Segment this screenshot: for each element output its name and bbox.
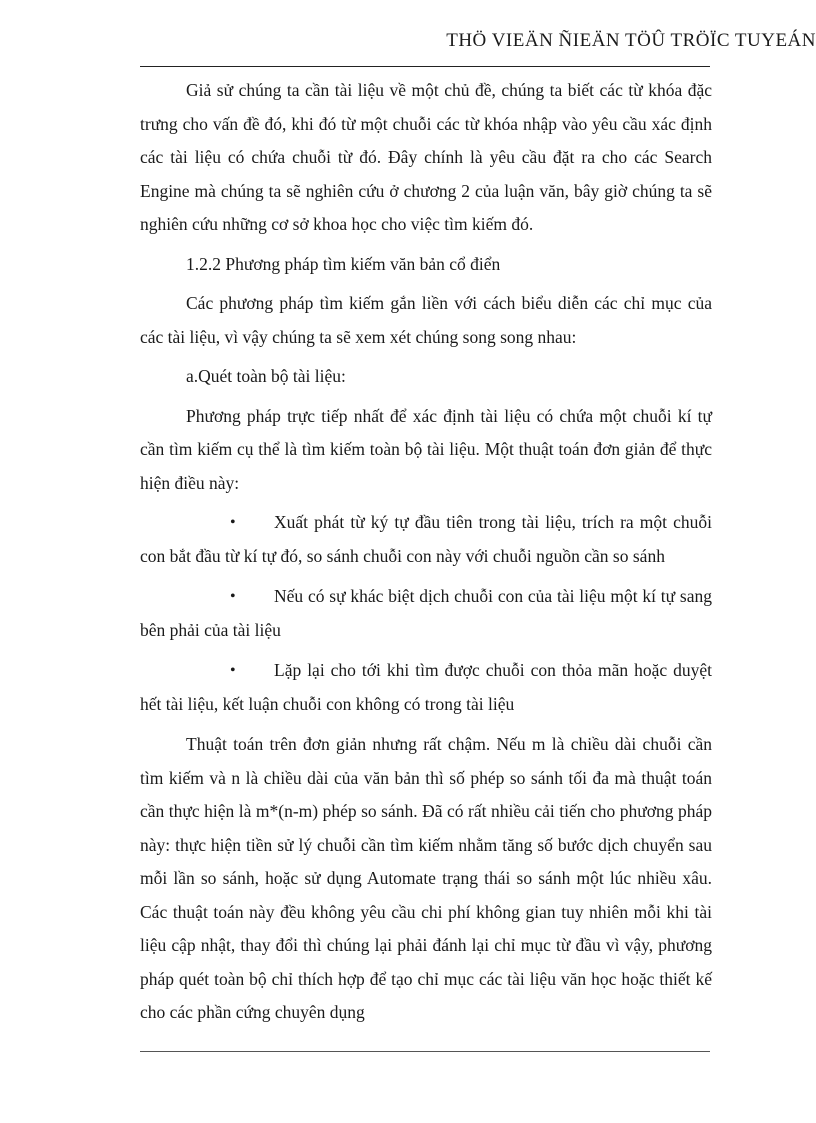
bullet-icon: • [230,588,236,605]
paragraph-methods: Các phương pháp tìm kiếm gắn liền với cách biểu diễn các chỉ mục của các tài liệu, vì vậy chúng ta sẽ xem xét chúng song song nhau: [140,293,712,347]
paragraph-intro: Giả sử chúng ta cần tài liệu về một chủ đề, chúng ta biết các từ khóa đặc trưng cho vấn đề đó, khi đó từ một chuỗi các từ khóa nhập vào yêu cầu xác định các tài liệu có chứa chuỗi từ đó. Đây chính là yêu cầu đặt ra cho các Search Engine mà chúng ta sẽ nghiên cứu ở chương 2 của luận văn, bây giờ chúng ta sẽ nghiên cứu những cơ sở khoa học cho việc tìm kiếm đó. [140,80,712,234]
paragraph-full-scan: Phương pháp trực tiếp nhất để xác định tài liệu có chứa một chuỗi kí tự cần tìm kiếm cụ thể là tìm kiếm toàn bộ tài liệu. Một thuật toán đơn giản để thực hiện điều này: [140,405,712,493]
document-body [140,74,712,1036]
header-divider [140,66,710,67]
section-heading: 1.2.2 Phương pháp tìm kiếm văn bản cổ điển [186,253,501,274]
list-item-text: Xuất phát từ ký tự đầu tiên trong tài liệu, trích ra một chuỗi con bắt đầu từ kí tự đó, so sánh chuỗi con này với chuỗi nguồn cần so sánh [140,512,712,566]
list-item [140,654,712,721]
bullet-icon: • [230,662,236,679]
subsection-heading: a.Quét toàn bộ tài liệu: [186,366,346,386]
footer-divider [140,1051,710,1052]
list-item-text: Lặp lại cho tới khi tìm được chuỗi con thỏa mãn hoặc duyệt hết tài liệu, kết luận chuỗi con không có trong tài liệu [140,660,712,714]
list-item-text: Nếu có sự khác biệt dịch chuỗi con của tài liệu một kí tự sang bên phải của tài liệu [140,586,712,640]
list-item [140,506,712,573]
list-item [140,580,712,647]
paragraph-algorithm: Thuật toán trên đơn giản nhưng rất chậm. Nếu m là chiều dài chuỗi cần tìm kiếm và n là chiều dài của văn bản thì số phép so sánh tối đa mà thuật toán cần thực hiện là m*(n-m) phép so sánh. Đã có rất nhiều cải tiến cho phương pháp này: thực hiện tiền sử lý chuỗi cần tìm kiếm nhằm tăng số bước dịch chuyển sau mỗi lần so sánh, hoặc sử dụng Automate trạng thái so sánh một lúc nhiều xâu. Các thuật toán này đều không yêu cầu chi phí không gian tuy nhiên mỗi khi tài liệu cập nhật, thay đổi thì chúng lại phải đánh lại chỉ mục từ đầu vì vậy, phương pháp quét toàn bộ chỉ thích hợp để tạo chỉ mục các tài liệu văn học hoặc thiết kế cho các phần cứng chuyên dụng [140,734,712,1022]
bullet-icon: • [230,514,236,531]
page-header-title: THÖ VIEÄN ÑIEÄN TÖÛ TRÖÏC TUYEÁN [446,30,816,51]
